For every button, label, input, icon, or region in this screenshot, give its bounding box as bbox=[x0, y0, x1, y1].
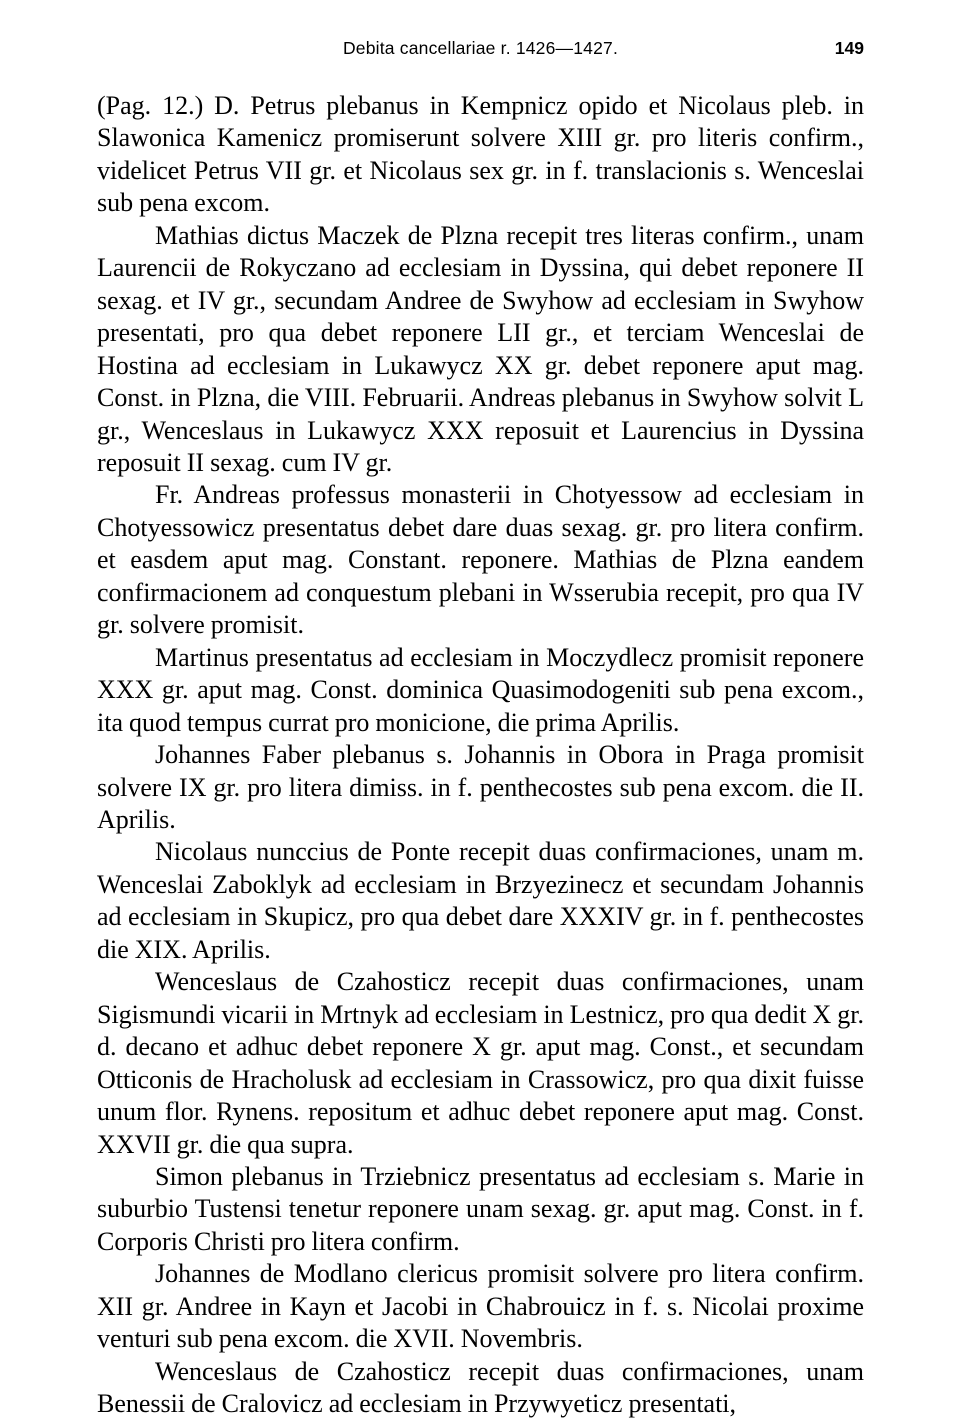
entry-johannes-faber: Johannes Faber plebanus s. Johannis in Obora in Praga promisit solvere IX gr. pro litera dimiss. in f. penthecostes sub pena excom. die II. Aprilis. bbox=[97, 740, 864, 834]
entry-nicolaus-ponte: Nicolaus nunccius de Ponte recepit duas confirmaciones, unam m. Wenceslai Zaboklyk ad ecclesiam in Brzyezinecz et secundam Johannis ad ecclesiam in Skupicz, pro qua debet dare XXXIV gr. in f. penthecostes die XIX. Aprilis. bbox=[97, 837, 864, 964]
entry-petrus-kempnicz: (Pag. 12.) D. Petrus plebanus in Kempnicz opido et Nicolaus pleb. in Slawonica Kamenicz promiserunt solvere XIII gr. pro literis confirm., videlicet Petrus VII gr. et Nicolaus sex gr. in f. translacionis s. Wenceslai sub pena excom. bbox=[97, 91, 864, 218]
entry-mathias-maczek: Mathias dictus Maczek de Plzna recepit tres literas confirm., unam Laurencii de Rokyczano ad ecclesiam in Dyssina, qui debet reponere II sexag. et IV gr., secundam Andree de Swyhow ad ecclesiam in Swyhow presentati, pro qua debet reponere LII gr., et terciam Wenceslai de Hostina ad ecclesiam in Lukawycz XX gr. debet reponere aput mag. Const. in Plzna, die VIII. Februarii. Andreas plebanus in Swyhow solvit L gr., Wenceslaus in Lukawycz XXX reposuit et Laurencius in Dyssina reposuit II sexag. cum IV gr. bbox=[97, 220, 864, 477]
running-title: Debita cancellariae r. 1426—1427. bbox=[342, 38, 619, 58]
entry-martinus-moczydlecz: Martinus presentatus ad ecclesiam in Moczydlecz promisit reponere XXX gr. aput mag. Const. dominica Quasimodogeniti sub pena excom., ita quod tempus currat pro monicione, die prima Aprilis. bbox=[97, 642, 864, 737]
page-number: 149 bbox=[834, 38, 864, 58]
page-header bbox=[97, 38, 864, 64]
document-body bbox=[97, 90, 864, 1421]
entry-simon-trziebnicz: Simon plebanus in Trziebnicz presentatus ad ecclesiam s. Marie in suburbio Tustensi tenetur reponere unam sexag. gr. aput mag. Const. in f. Corporis Christi pro litera confirm. bbox=[97, 1161, 864, 1256]
entry-andreas-chotyessow: Fr. Andreas professus monasterii in Chotyessow ad ecclesiam in Chotyessowicz presentatus debet dare duas sexag. gr. pro litera confirm. et easdem aput mag. Constant. reponere. Mathias de Plzna eandem confirmacionem ad conquestum plebani in Wsserubia recepit, pro qua IV gr. solvere promisit. bbox=[97, 480, 864, 640]
entry-wenceslaus-czahosticz: Wenceslaus de Czahosticz recepit duas confirmaciones, unam Sigismundi vicarii in Mrtnyk ad ecclesiam in Lestnicz, pro qua dedit X gr. d. decano et adhuc debet reponere X gr. aput mag. Const., et secundam Otticonis de Hracholusk ad ecclesiam in Crassowicz, pro qua dixit fuisse unum flor. Rynens. repositum et adhuc debet reponere aput mag. Const. XXVII gr. die qua supra. bbox=[97, 967, 864, 1159]
entry-johannes-modlano: Johannes de Modlano clericus promisit solvere pro litera confirm. XII gr. Andree in Kayn et Jacobi in Chabrouicz in f. s. Nicolai proxime venturi sub pena excom. die XVII. Novembris. bbox=[97, 1259, 864, 1354]
entry-wenceslaus-czahosticz-2: Wenceslaus de Czahosticz recepit duas confirmaciones, unam Benessii de Cralovicz ad ecclesiam in Przywyeticz presentati, bbox=[97, 1356, 864, 1419]
